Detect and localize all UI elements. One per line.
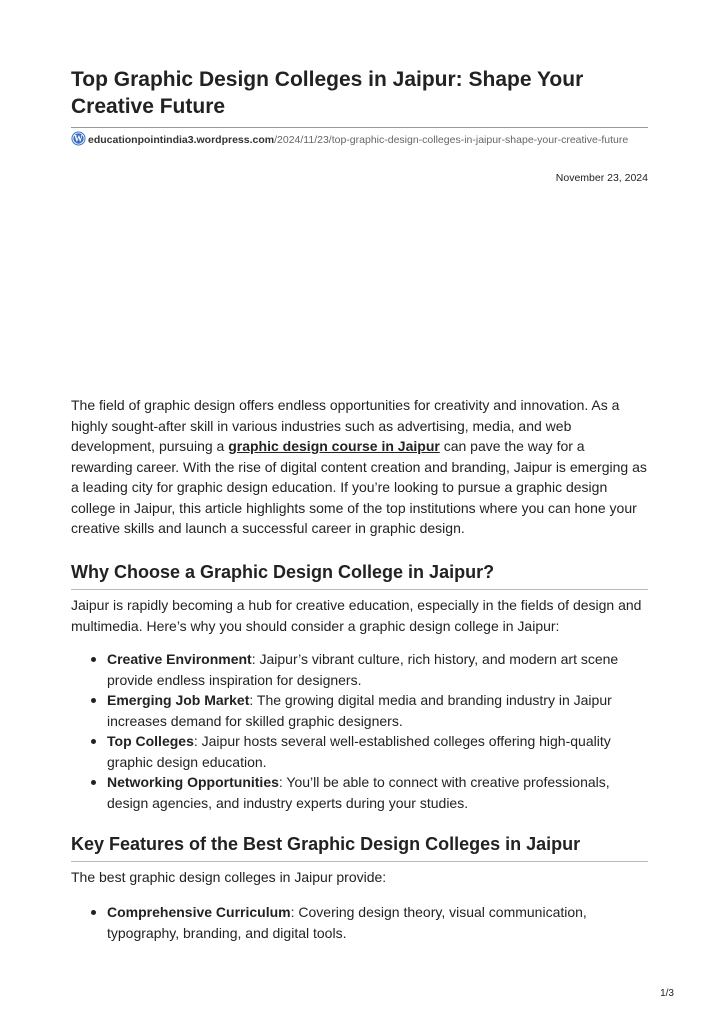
bullet-icon [91, 657, 96, 662]
bullet-icon [91, 698, 96, 703]
intro-text-before-link: The field of graphic design offers endless opportunities for creativity and innovation. As a highly sought-after skill in various industries such as advertising, media, and web development, pursuing a [71, 397, 620, 454]
bullet-icon [91, 780, 96, 785]
list-item [107, 902, 648, 943]
list-item-text: : Jaipur’s vibrant culture, rich history, and modern art scene provide endless inspiration for designers. [107, 651, 619, 688]
list-item-term: Comprehensive Curriculum [107, 904, 291, 920]
section1-divider [71, 589, 648, 590]
section2-heading: Key Features of the Best Graphic Design Colleges in Jaipur [71, 834, 581, 854]
list-item-term: Emerging Job Market [107, 692, 250, 708]
publish-date: November 23, 2024 [555, 172, 648, 184]
list-item-term: Networking Opportunities [107, 774, 279, 790]
intro-text-after-link: can pave the way for a rewarding career. With the rise of digital content creation and branding, Jaipur is emerging as a leading city for graphic design education. If you’re looking to pursue a graphic design college in Jaipur, this article highlights some of the top institutions where you can hone your creative skills and launch a successful career in graphic design. [71, 438, 647, 536]
section1-heading-block [71, 561, 648, 590]
graphic-design-course-link[interactable]: graphic design course in Jaipur [228, 438, 440, 454]
list-item [107, 690, 648, 731]
list-item-term: Top Colleges [107, 733, 194, 749]
section2-heading-block [71, 833, 648, 862]
article-title: Top Graphic Design Colleges in Jaipur: Shape Your Creative Future [71, 68, 584, 118]
list-item-text: : Jaipur hosts several well-established colleges offering high-quality graphic design education. [107, 733, 611, 770]
list-item-text: : Covering design theory, visual communication, typography, branding, and digital tools. [107, 904, 587, 941]
source-domain[interactable]: educationpointindia3.wordpress.com [88, 134, 275, 146]
section2-divider [71, 861, 648, 862]
source-path[interactable]: /2024/11/23/top-graphic-design-colleges-in-jaipur-shape-your-creative-future [274, 134, 629, 146]
title-divider [71, 127, 648, 128]
section2-list [71, 902, 648, 943]
bullet-icon [91, 910, 96, 915]
section1-paragraph: Jaipur is rapidly becoming a hub for creative education, especially in the fields of design and multimedia. Here’s why you should consider a graphic design college in Jaipur: [71, 597, 642, 634]
source-url[interactable] [71, 131, 648, 148]
wordpress-icon [71, 131, 86, 146]
svg-text:W: W [74, 133, 83, 144]
list-item [107, 772, 648, 813]
list-item-term: Creative Environment [107, 651, 252, 667]
list-item [107, 731, 648, 772]
section1-list [71, 649, 648, 813]
page-number: 1/3 [660, 988, 674, 999]
list-item [107, 649, 648, 690]
bullet-icon [91, 739, 96, 744]
section1-heading: Why Choose a Graphic Design College in Jaipur? [71, 562, 495, 582]
list-item-text: : You’ll be able to connect with creative professionals, design agencies, and industry experts during your studies. [107, 774, 610, 811]
list-item-text: : The growing digital media and branding industry in Jaipur increases demand for skilled graphic designers. [107, 692, 612, 729]
intro-paragraph [71, 395, 648, 539]
section2-paragraph: The best graphic design colleges in Jaipur provide: [71, 869, 387, 885]
